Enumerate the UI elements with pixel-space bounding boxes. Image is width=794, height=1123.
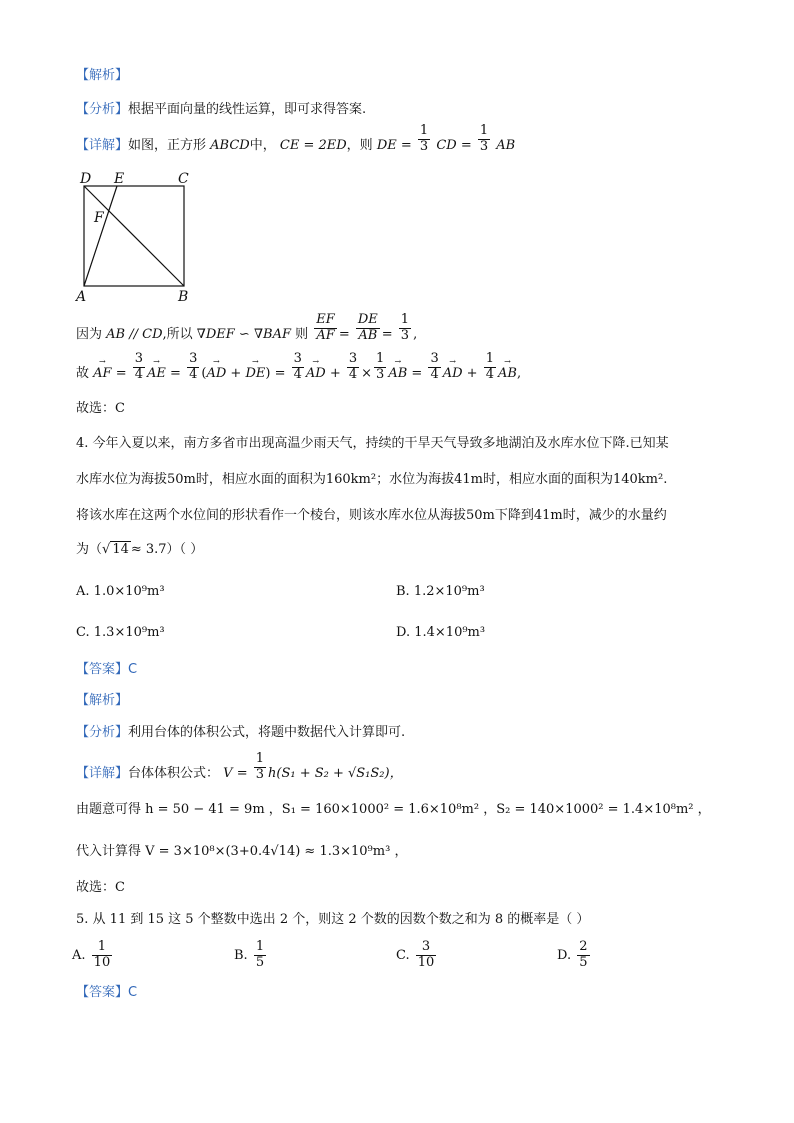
q4-given: 由题意可得 h = 50 − 41 = 9m ，S₁ = 160×1000² = 1.6×10⁸m² ，S₂ = 140×1000² = 1.4×10⁸m² ， bbox=[76, 802, 711, 817]
q4-option-a[interactable]: A. 1.0×10⁹m³ bbox=[76, 584, 165, 599]
q4-calc: 代入计算得 V = 3×10⁸×(3+0.4√14) ≈ 1.3×10⁹m³ ， bbox=[76, 844, 408, 859]
q4-detail bbox=[76, 751, 403, 783]
q4-formula-v: V = bbox=[223, 765, 252, 781]
detail-then: ，则 bbox=[346, 137, 373, 153]
q4-line3: 将该水库在这两个水位间的形状看作一个棱台，则该水库水位从海拔50m下降到41m时，减少的水量约 bbox=[76, 508, 667, 523]
because-line: 因为 AB // CD,所以 ∇DEF ∽ ∇BAF 则 $\frac{EF}{AF}$ = $\frac{DE}{AB}$ = $\frac{1}{3}$ , bbox=[76, 312, 418, 343]
square-name: ABCD bbox=[210, 137, 250, 153]
choose-q3: 故选：C bbox=[76, 401, 125, 416]
q4-analysis bbox=[76, 726, 405, 739]
q5-option-b[interactable]: B. $\frac{1}{5}$ bbox=[234, 939, 265, 970]
fraction-1-3-e: $\frac{1}{3}$ bbox=[376, 351, 385, 382]
fraction-3-4: $\frac{3}{4}$ bbox=[134, 351, 144, 382]
vec-ae: → AE bbox=[147, 367, 166, 380]
q4-formula-rest: h(S₁ + S₂ + √S₁S₂)， bbox=[268, 765, 403, 781]
similar-triangles: ∇DEF ∽ ∇BAF bbox=[196, 326, 291, 342]
vec-ad-3: → AD bbox=[443, 367, 463, 380]
q4-detail-tag: 【详解】 bbox=[76, 765, 129, 781]
q4-sqrt14: 14 bbox=[112, 542, 129, 557]
fraction-3-4-c: $\frac{3}{4}$ bbox=[293, 351, 302, 382]
label-b: B bbox=[178, 289, 189, 305]
label-c: C bbox=[178, 171, 189, 187]
q4-answer: 【答案】C bbox=[76, 662, 138, 677]
hence-text: 故 bbox=[76, 365, 90, 381]
then-text: 则 bbox=[295, 326, 309, 342]
q4-option-b[interactable]: B. 1.2×10⁹m³ bbox=[396, 584, 485, 599]
jiexi-heading: 【解析】 bbox=[76, 68, 129, 83]
parallel-relation: AB // CD bbox=[106, 326, 163, 342]
fraction-ef-af: $\frac{EF}{AF}$ bbox=[316, 312, 335, 343]
q5-option-d[interactable]: D. $\frac{2}{5}$ bbox=[557, 939, 588, 970]
q5-answer: 【答案】C bbox=[76, 985, 138, 1000]
segment-ae bbox=[84, 186, 117, 286]
vector-relation: CE = 2ED bbox=[279, 137, 347, 153]
q5-option-c[interactable]: C. $\frac{3}{10}$ bbox=[396, 939, 435, 970]
cd-eq: CD = bbox=[436, 137, 472, 153]
fraction-1-3-formula: $\frac{1}{3}$ bbox=[255, 751, 264, 782]
analysis-text: 根据平面向量的线性运算，即可求得答案. bbox=[128, 102, 367, 117]
detail-line bbox=[76, 123, 516, 155]
de-eq: DE = bbox=[376, 137, 412, 153]
detail-pre: 如图，正方形 bbox=[128, 137, 207, 153]
vec-ab-2: → AB bbox=[498, 367, 517, 380]
detail-tag: 【详解】 bbox=[76, 137, 129, 153]
segment-db bbox=[84, 186, 184, 286]
square-figure bbox=[74, 168, 204, 308]
analysis-line bbox=[76, 103, 366, 116]
q4-jiexi: 【解析】 bbox=[76, 693, 129, 708]
fraction-one-third: $\frac{1}{3}$ bbox=[419, 123, 429, 154]
q4-choose: 故选：C bbox=[76, 880, 125, 895]
q4-option-d[interactable]: D. 1.4×10⁹m³ bbox=[396, 625, 486, 640]
fraction-one-third-2: $\frac{1}{3}$ bbox=[479, 123, 489, 154]
fraction-1-4: $\frac{1}{4}$ bbox=[485, 351, 494, 382]
fraction-one-third-3: $\frac{1}{3}$ bbox=[400, 312, 410, 343]
so-text: ,所以 bbox=[162, 326, 193, 342]
fraction-3-4-b: $\frac{3}{4}$ bbox=[189, 351, 198, 382]
label-f: F bbox=[94, 210, 104, 226]
detail-mid: 中， bbox=[249, 137, 276, 153]
vec-af: → AF bbox=[93, 367, 111, 380]
label-a: A bbox=[76, 289, 87, 305]
q4-line2: 水库水位为海拔50m时，相应水面的面积为160km²；水位为海拔41m时，相应水面的面积为140km². bbox=[76, 472, 668, 487]
fraction-3-4-d: $\frac{3}{4}$ bbox=[348, 351, 358, 382]
q4-analysis-tag: 【分析】 bbox=[76, 725, 129, 740]
vec-ad: → AD bbox=[206, 367, 226, 380]
q5-stem: 5. 从 11 到 15 这 5 个整数中选出 2 个，则这 2 个数的因数个数之和为 8 的概率是（ ） bbox=[76, 912, 590, 927]
q4-option-c[interactable]: C. 1.3×10⁹m³ bbox=[76, 625, 165, 640]
label-e: E bbox=[114, 171, 125, 187]
q5-option-a[interactable]: A. $\frac{1}{10}$ bbox=[72, 939, 111, 970]
analysis-tag: 【分析】 bbox=[76, 102, 129, 117]
vector-af-line: 故 → AF = $\frac{3}{4}$ → AE = $\frac{3}{4}$ (→ AD + → DE) = $\frac{3}{4}$ → AD + $\frac{3}{4}$ × $\frac{1}{3}$ → AB = $\frac{3}{4}$ → AD + $\frac{1}{4}$ → AB, bbox=[76, 364, 521, 383]
q4-line1: 4. 今年入夏以来，南方多省市出现高温少雨天气，持续的干旱天气导致多地湖泊及水库水位下降.已知某 bbox=[76, 436, 669, 451]
because-text: 因为 bbox=[76, 326, 103, 342]
fraction-de-ab: $\frac{DE}{AB}$ bbox=[357, 312, 378, 343]
fraction-3-4-f: $\frac{3}{4}$ bbox=[430, 351, 439, 382]
vec-ab: → AB bbox=[388, 367, 407, 380]
ab-text: AB bbox=[496, 137, 516, 153]
vec-de: → DE bbox=[245, 367, 265, 380]
q4-line4: 为（√ 14 ≈ 3.7）（ ） bbox=[76, 542, 204, 557]
q4-line4-pre: 为（ bbox=[76, 542, 103, 557]
vec-ad-2: → AD bbox=[306, 367, 326, 380]
q4-detail-text: 台体体积公式： bbox=[128, 765, 220, 781]
q4-line4-post: ≈ 3.7）（ ） bbox=[130, 542, 204, 557]
label-d: D bbox=[80, 171, 92, 187]
q4-analysis-text: 利用台体的体积公式，将题中数据代入计算即可. bbox=[128, 725, 406, 740]
